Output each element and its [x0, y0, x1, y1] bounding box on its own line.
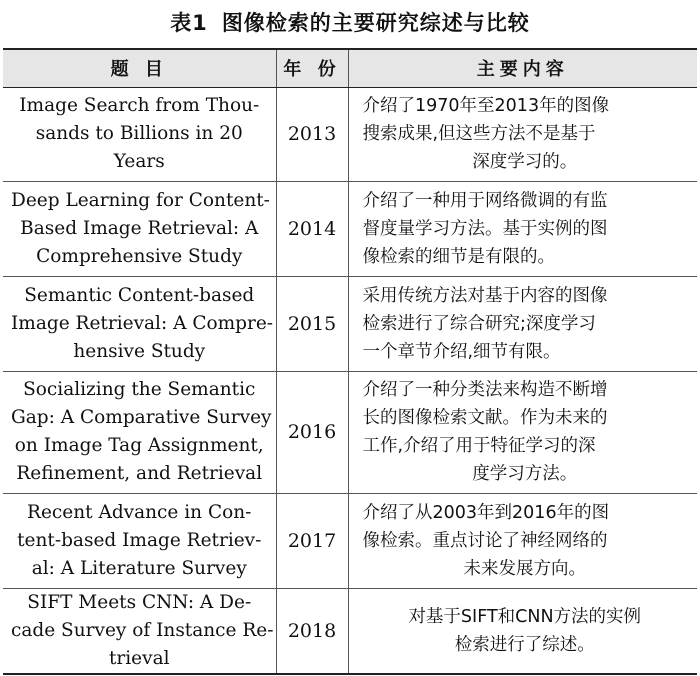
row-year-cell: 2014: [276, 181, 348, 276]
header-content: 主要内容: [348, 49, 697, 87]
title-line: on Image Tag Assignment,: [14, 435, 264, 456]
row-content-cell: [348, 588, 697, 674]
title-line: Deep Learning for Content-: [11, 189, 270, 211]
row-year-cell: 2013: [276, 87, 348, 181]
row-content-cell: [348, 493, 697, 588]
header-title: 题 目: [3, 49, 276, 87]
table-row: [3, 87, 697, 181]
title-line: al: A Literature Survey: [31, 557, 247, 579]
row-title-cell: [3, 371, 276, 493]
title-line: Image Search from Thou-: [19, 95, 260, 116]
content-line: 一个章节介绍,细节有限。: [362, 341, 561, 362]
content-line: 长的图像检索文献。作为未来的: [362, 408, 608, 428]
title-line: Based Image Retrieval: A: [20, 217, 259, 239]
row-year-cell: 2018: [276, 588, 348, 674]
row-title-cell: [3, 87, 276, 181]
title-line: Image Retrieval: A Compre-: [11, 312, 274, 334]
header-year: 年 份: [276, 49, 348, 87]
table-caption: [0, 8, 700, 38]
content-line: 深度学习的。: [472, 152, 578, 172]
title-line: Years: [113, 151, 165, 172]
title-line: SIFT Meets CNN: A De-: [27, 591, 252, 613]
content-line: 未来发展方向。: [463, 558, 586, 579]
row-year-cell: 2017: [276, 493, 348, 588]
row-year-cell: 2015: [276, 276, 348, 371]
table-row: [3, 493, 697, 588]
title-line: tent-based Image Retriev-: [17, 529, 262, 551]
content-line: 采用传统方法对基于内容的图像: [362, 285, 608, 306]
content-line: 介绍了从2003年到2016年的图: [362, 502, 610, 523]
content-line: 介绍了一种用于网络微调的有监: [362, 190, 608, 211]
title-line: sands to Billions in 20: [35, 123, 243, 144]
content-line: 像检索。重点讨论了神经网络的: [362, 530, 608, 551]
row-content-cell: [348, 87, 697, 181]
row-title-cell: [3, 493, 276, 588]
content-line: 介绍了1970年至2013年的图像: [362, 96, 610, 116]
content-line: 工作,介绍了用于特征学习的深: [362, 436, 596, 456]
content-line: 搜索成果,但这些方法不是基于: [362, 124, 596, 144]
row-year-cell: 2016: [276, 371, 348, 493]
content-line: 对基于SIFT和CNN方法的实例: [408, 606, 642, 627]
title-line: hensive Study: [73, 340, 206, 362]
table-header-row: [3, 49, 697, 87]
table-row: [3, 371, 697, 493]
title-line: Refinement, and Retrieval: [16, 463, 263, 484]
content-line: 督度量学习方法。基于实例的图: [362, 218, 608, 239]
row-content-cell: [348, 371, 697, 493]
table-row: [3, 276, 697, 371]
table-number: 表1: [170, 11, 208, 35]
table-row: [3, 181, 697, 276]
table-title: 图像检索的主要研究综述与比较: [221, 11, 530, 35]
survey-comparison-table: [3, 48, 697, 675]
title-line: Recent Advance in Con-: [27, 501, 252, 523]
content-line: 像检索的细节是有限的。: [362, 246, 555, 267]
content-line: 检索进行了综合研究;深度学习: [362, 313, 596, 334]
title-line: Socializing the Semantic: [23, 379, 256, 400]
content-line: 检索进行了综述。: [454, 634, 595, 655]
row-content-cell: [348, 181, 697, 276]
title-line: trieval: [108, 647, 170, 669]
row-title-cell: [3, 276, 276, 371]
title-line: Gap: A Comparative Survey: [11, 407, 272, 428]
row-title-cell: [3, 181, 276, 276]
table-row: [3, 588, 697, 674]
title-line: Semantic Content-based: [24, 284, 255, 306]
row-content-cell: [348, 276, 697, 371]
title-line: Comprehensive Study: [36, 245, 243, 267]
content-line: 度学习方法。: [472, 464, 578, 484]
content-line: 介绍了一种分类法来构造不断增: [362, 380, 608, 400]
row-title-cell: [3, 588, 276, 674]
title-line: cade Survey of Instance Re-: [11, 619, 274, 641]
